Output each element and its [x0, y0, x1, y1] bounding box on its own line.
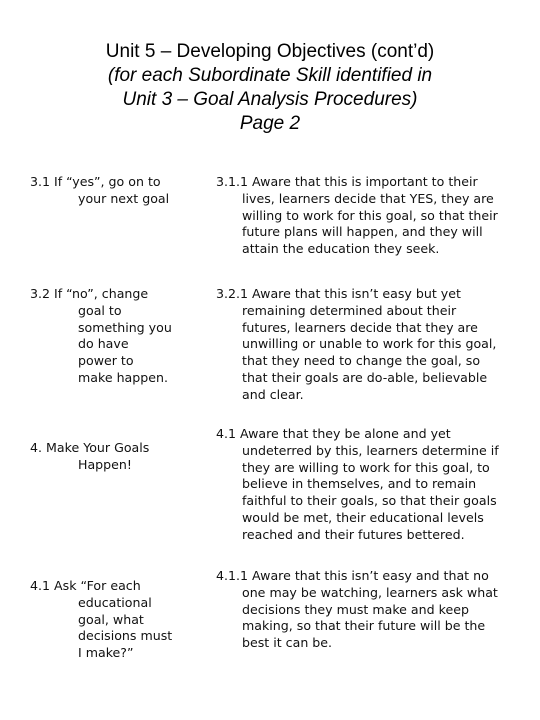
objective-line: unwilling or unable to work for this goal,: [242, 336, 497, 352]
skill-line: 3.1 If “yes”, go on to: [30, 174, 161, 189]
skill-line: make happen.: [78, 369, 169, 385]
skill-line: goal to: [78, 302, 122, 318]
skill-line: power to: [78, 353, 134, 369]
subtitle-line-1: (for each Subordinate Skill identified in: [107, 65, 433, 86]
objective-line: futures, learners decide that they are: [242, 319, 478, 335]
objective-cell: [216, 174, 516, 258]
skill-line: 3.2 If “no”, change: [30, 286, 149, 301]
skill-line: Happen!: [78, 456, 132, 472]
objective-line: 3.2.1 Aware that this isn’t easy but yet: [216, 286, 461, 301]
page-number: Page 2: [239, 113, 301, 134]
objective-line: decisions they must make and keep: [242, 601, 469, 617]
objective-line: remaining determined about their: [242, 302, 457, 318]
skill-cell: [30, 286, 190, 387]
objective-line: faithful to their goals, so that their goals: [242, 493, 497, 509]
skill-line: your next goal: [78, 190, 170, 206]
objective-line: 4.1 Aware that they be alone and yet: [216, 426, 451, 441]
objective-line: 4.1.1 Aware that this isn’t easy and that no: [216, 568, 489, 583]
skill-line: decisions must: [78, 628, 173, 644]
objective-line: future plans will happen, and they will: [242, 224, 483, 240]
subtitle-line-2: Unit 3 – Goal Analysis Procedures): [122, 89, 418, 110]
objective-cell: [216, 286, 516, 404]
skill-line: goal, what: [78, 611, 144, 627]
objective-line: 3.1.1 Aware that this is important to their: [216, 174, 478, 189]
skill-line: 4. Make Your Goals: [30, 440, 150, 455]
objective-line: that they need to change the goal, so: [242, 353, 481, 369]
objective-line: believe in themselves, and to remain: [242, 476, 477, 492]
skill-cell: [30, 578, 190, 662]
skill-line: I make?”: [78, 645, 134, 661]
skill-line: 4.1 Ask “For each: [30, 578, 141, 593]
objective-line: and clear.: [242, 386, 304, 402]
skill-line: do have: [78, 336, 129, 352]
objective-line: lives, learners decide that YES, they are: [242, 190, 494, 206]
objective-cell: [216, 568, 516, 652]
objective-line: attain the education they seek.: [242, 241, 440, 257]
objective-line: would be met, their educational levels: [242, 509, 484, 525]
title-line-1: Unit 5 – Developing Objectives (cont’d): [105, 41, 435, 62]
page-title: [0, 40, 540, 136]
objective-line: undeterred by this, learners determine if: [242, 442, 499, 458]
skill-cell: [30, 440, 190, 474]
objective-line: one may be watching, learners ask what: [242, 584, 498, 600]
objective-line: reached and their futures bettered.: [242, 526, 465, 542]
objective-line: they are willing to work for this goal, to: [242, 459, 490, 475]
objective-line: willing to work for this goal, so that their: [242, 207, 498, 223]
objective-line: that their goals are do-able, believable: [242, 369, 488, 385]
skill-cell: [30, 174, 190, 208]
skill-line: educational: [78, 594, 152, 610]
objective-line: best it can be.: [242, 635, 333, 651]
skill-line: something you: [78, 319, 172, 335]
objective-cell: [216, 426, 516, 544]
objective-line: making, so that their future will be the: [242, 618, 486, 634]
